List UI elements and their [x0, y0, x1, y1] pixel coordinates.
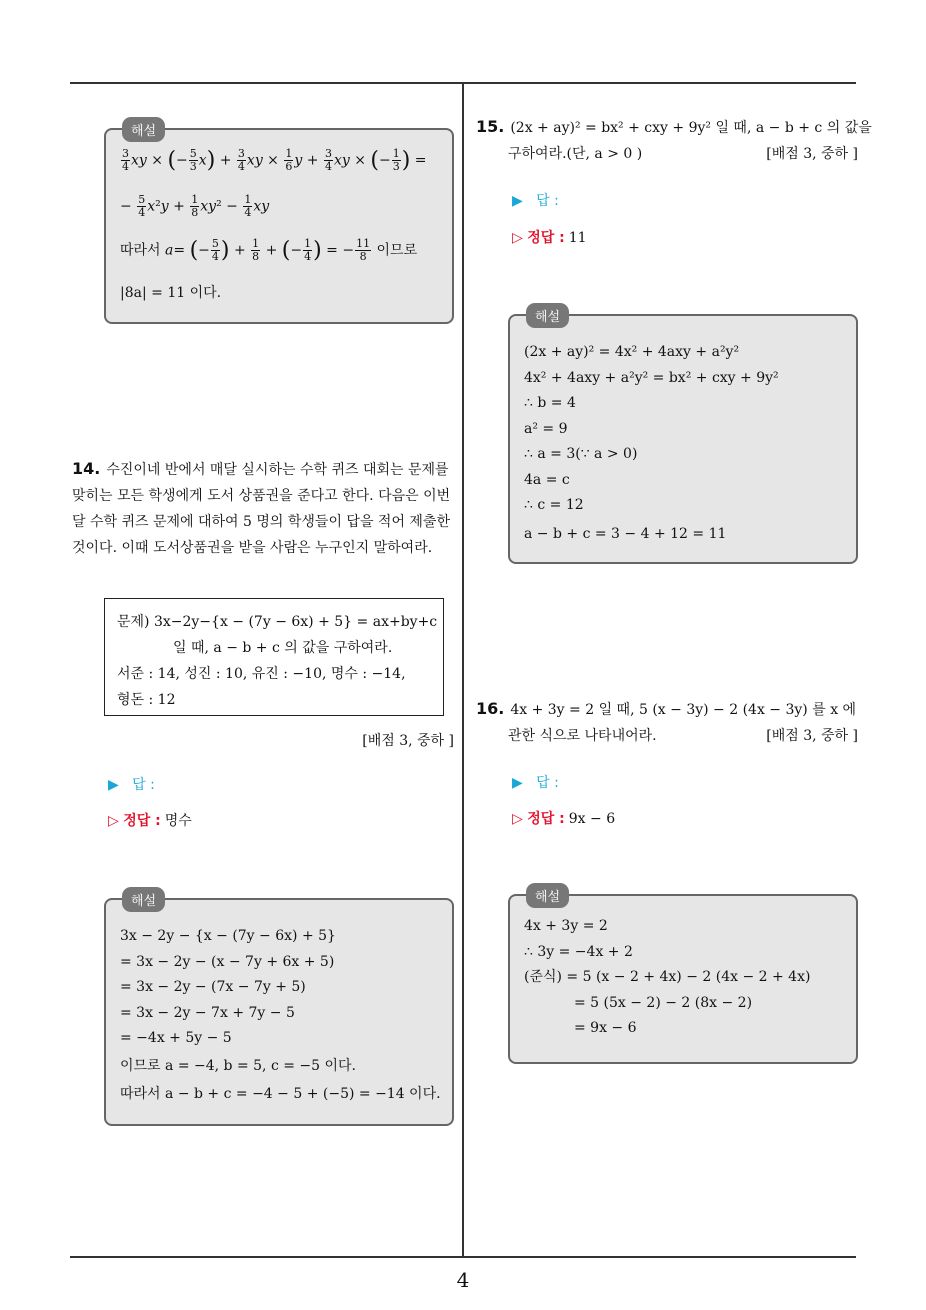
- solution-line: = 5 (5x − 2) − 2 (8x − 2): [574, 994, 753, 1011]
- question-number: 14.: [72, 459, 101, 478]
- question-14: [72, 456, 456, 561]
- solution-tag: 해설: [122, 117, 165, 142]
- question-number: 15.: [476, 117, 505, 136]
- solution-line: = 3x − 2y − (x − 7y + 6x + 5): [120, 953, 335, 970]
- answer-label: 답 :: [536, 775, 559, 791]
- solution-line: 4a = c: [524, 471, 570, 488]
- question-line-2: 관한 식으로 나타내어라.: [508, 728, 657, 744]
- score-label: [배점 3, 중하 ]: [766, 728, 858, 744]
- score-label: [배점 3, 중하 ]: [766, 146, 858, 162]
- solution-line: 따라서 a − b + c = −4 − 5 + (−5) = −14 이다.: [120, 1085, 441, 1102]
- correct-label: 정답 :: [123, 813, 161, 829]
- bottom-rule: [70, 1256, 856, 1258]
- solution-13-line-3: 따라서 a= (− $\frac{5}{4}$ ) + $\frac{1}{8}$ + (− $\frac{1}{4}$ ) = − $\frac{11}{8}$ 이므로: [120, 237, 418, 263]
- play-triangle-icon: ▶: [512, 193, 523, 209]
- question-15: [476, 114, 872, 167]
- score-label: [배점 3, 중하 ]: [362, 733, 454, 749]
- play-triangle-icon: ▶: [108, 777, 119, 793]
- solution-tag: 해설: [122, 887, 165, 912]
- solution-line: (2x + ay)² = 4x² + 4axy + a²y²: [524, 344, 740, 360]
- solution-line: 4x² + 4axy + a²y² = bx² + cxy + 9y²: [524, 369, 779, 386]
- answer-row: [108, 774, 155, 794]
- question-16: [476, 696, 860, 749]
- correct-answer-row: [512, 227, 587, 247]
- solution-line: = 3x − 2y − (7x − 7y + 5): [120, 979, 306, 995]
- correct-label: 정답 :: [527, 811, 565, 827]
- question-line-1: 4x + 3y = 2 일 때, 5 (x − 3y) − 2 (4x − 3y) 를 x 에: [510, 702, 857, 718]
- answer-row: [512, 772, 559, 792]
- solution-line: a − b + c = 3 − 4 + 12 = 11: [524, 525, 727, 542]
- solution-13-line-2: − $\frac{5}{4}$ x²y + $\frac{1}{8}$ xy² − $\frac{1}{4}$ xy: [120, 193, 270, 219]
- solution-line: 4x + 3y = 2: [524, 918, 608, 934]
- answer-row: [512, 190, 559, 210]
- correct-label: 정답 :: [527, 230, 565, 246]
- correct-answer-row: [108, 810, 192, 830]
- solution-box-13: [104, 124, 454, 324]
- problem-line-3: 서준 : 14, 성진 : 10, 유진 : −10, 명수 : −14,: [117, 666, 406, 682]
- column-divider: [462, 82, 464, 1258]
- problem-line-4: 형돈 : 12: [117, 692, 176, 708]
- question-number: 16.: [476, 699, 505, 718]
- solution-box-16: [508, 890, 858, 1064]
- solution-tag: 해설: [526, 883, 569, 908]
- question-line-2: 구하여라.(단, a > 0 ): [508, 146, 643, 162]
- page-number: 4: [456, 1268, 470, 1292]
- outline-triangle-icon: ▷: [108, 813, 119, 829]
- solution-line: a² = 9: [524, 420, 568, 437]
- solution-line: 3x − 2y − {x − (7y − 6x) + 5}: [120, 928, 336, 944]
- solution-line: ∴ b = 4: [524, 395, 576, 411]
- answer-label: 답 :: [536, 193, 559, 209]
- solution-tag: 해설: [526, 303, 569, 328]
- correct-value: 9x − 6: [568, 811, 616, 827]
- solution-line: = 9x − 6: [574, 1020, 637, 1036]
- solution-line: = 3x − 2y − 7x + 7y − 5: [120, 1004, 295, 1021]
- solution-box-14: [104, 894, 454, 1126]
- answer-label: 답 :: [132, 777, 155, 793]
- correct-answer-row: [512, 808, 615, 828]
- correct-value: 명수: [164, 813, 192, 829]
- problem-line-1: 문제) 3x−2y−{x − (7y − 6x) + 5} = ax+by+c: [117, 614, 438, 630]
- solution-line: 이므로 a = −4, b = 5, c = −5 이다.: [120, 1057, 356, 1074]
- solution-line: ∴ a = 3(∵ a > 0): [524, 446, 638, 462]
- solution-box-15: [508, 310, 858, 564]
- question-text: 수진이네 반에서 매달 실시하는 수학 퀴즈 대회는 문제를 맞히는 모든 학생에게 도서 상품권을 준다고 한다. 다음은 이번 달 수학 퀴즈 문제에 대하여 5 명의 학생들이 답을 적어 제출한 것이다. 이때 도서상품권을 받을 사람은 누구인지 말하여라.: [72, 462, 451, 556]
- outline-triangle-icon: ▷: [512, 811, 523, 827]
- solution-13-line-1: $\frac{3}{4}$ xy × (− $\frac{5}{3}$ x) + $\frac{3}{4}$ xy × $\frac{1}{6}$ y + $\frac{3}{4}$ xy × (− $\frac{1}{3}$ ) =: [122, 147, 427, 173]
- problem-box: [104, 598, 444, 716]
- solution-line: ∴ c = 12: [524, 497, 584, 513]
- solution-line: = −4x + 5y − 5: [120, 1030, 232, 1046]
- solution-line: (준식) = 5 (x − 2 + 4x) − 2 (4x − 2 + 4x): [524, 969, 811, 985]
- solution-line: ∴ 3y = −4x + 2: [524, 943, 633, 960]
- problem-line-2: 일 때, a − b + c 의 값을 구하여라.: [173, 640, 393, 656]
- correct-value: 11: [568, 230, 587, 246]
- play-triangle-icon: ▶: [512, 775, 523, 791]
- outline-triangle-icon: ▷: [512, 230, 523, 246]
- question-line-1: (2x + ay)² = bx² + cxy + 9y² 일 때, a − b + c 의 값을: [510, 120, 872, 136]
- solution-13-line-4: |8a| = 11 이다.: [120, 285, 222, 301]
